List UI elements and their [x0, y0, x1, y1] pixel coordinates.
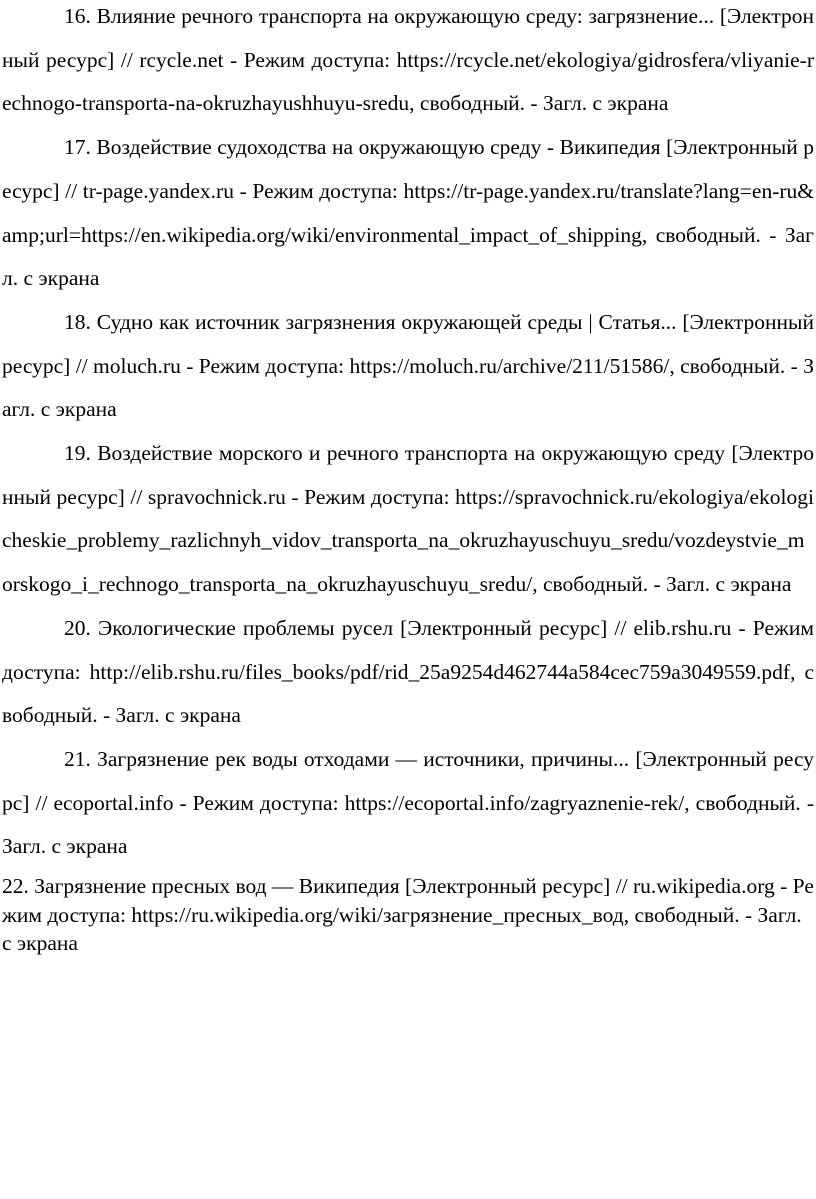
reference-18: 18. Судно как источник загрязнения окружающей среды | Статья... [Электронный ресурс] // moluch.ru - Режим доступа: https://moluch.ru/archive/211/51586/, свободный. - Загл. с экрана	[2, 309, 814, 422]
reference-19: 19. Воздействие морского и речного транспорта на окружающую среду [Электронный ресурс] // spravochnick.ru - Режим доступа: https://spravochnick.ru/ekologiya/ekologicheskie_problemy_razlichnyh_vidov_transporta_na_okruzhayuschuyu_sredu/vozdeystvie_morskogo_i_rechnogo_transporta_na_okruzhayuschuyu_sredu/, свободный. - Загл. с экрана	[2, 441, 814, 597]
reference-20: 20. Экологические проблемы русел [Электронный ресурс] // elib.rshu.ru - Режим доступа: http://elib.rshu.ru/files_books/pdf/rid_25a9254d462744a584cec759a3049559.pdf, свободный. - Загл. с экрана	[2, 615, 814, 728]
reference-21: 21. Загрязнение рек воды отходами — источники, причины... [Электронный ресурс] // ecoportal.info - Режим доступа: https://ecoportal.info/zagryaznenie-rek/, свободный. - Загл. с экрана	[2, 746, 814, 859]
reference-17: 17. Воздействие судоходства на окружающую среду - Википедия [Электронный ресурс] // tr-page.yandex.ru - Режим доступа: https://tr-page.yandex.ru/translate?lang=en-ru&amp;url=https://en.wikipedia.org/wiki/environmental_impact_of_shipping, свободный. - Загл. с экрана	[2, 135, 814, 291]
reference-16: 16. Влияние речного транспорта на окружающую среду: загрязнение... [Электронный ресурс] // rcycle.net - Режим доступа: https://rcycle.net/ekologiya/gidrosfera/vliyanie-rechnogo-transporta-na-okruzhayushhuyu-sredu, свободный. - Загл. с экрана	[2, 4, 814, 116]
reference-22: 22. Загрязнение пресных вод — Википедия [Электронный ресурс] // ru.wikipedia.org - Режим доступа: https://ru.wikipedia.org/wiki/загрязнение_пресных_вод, свободный. - Загл. с экрана	[2, 874, 814, 956]
